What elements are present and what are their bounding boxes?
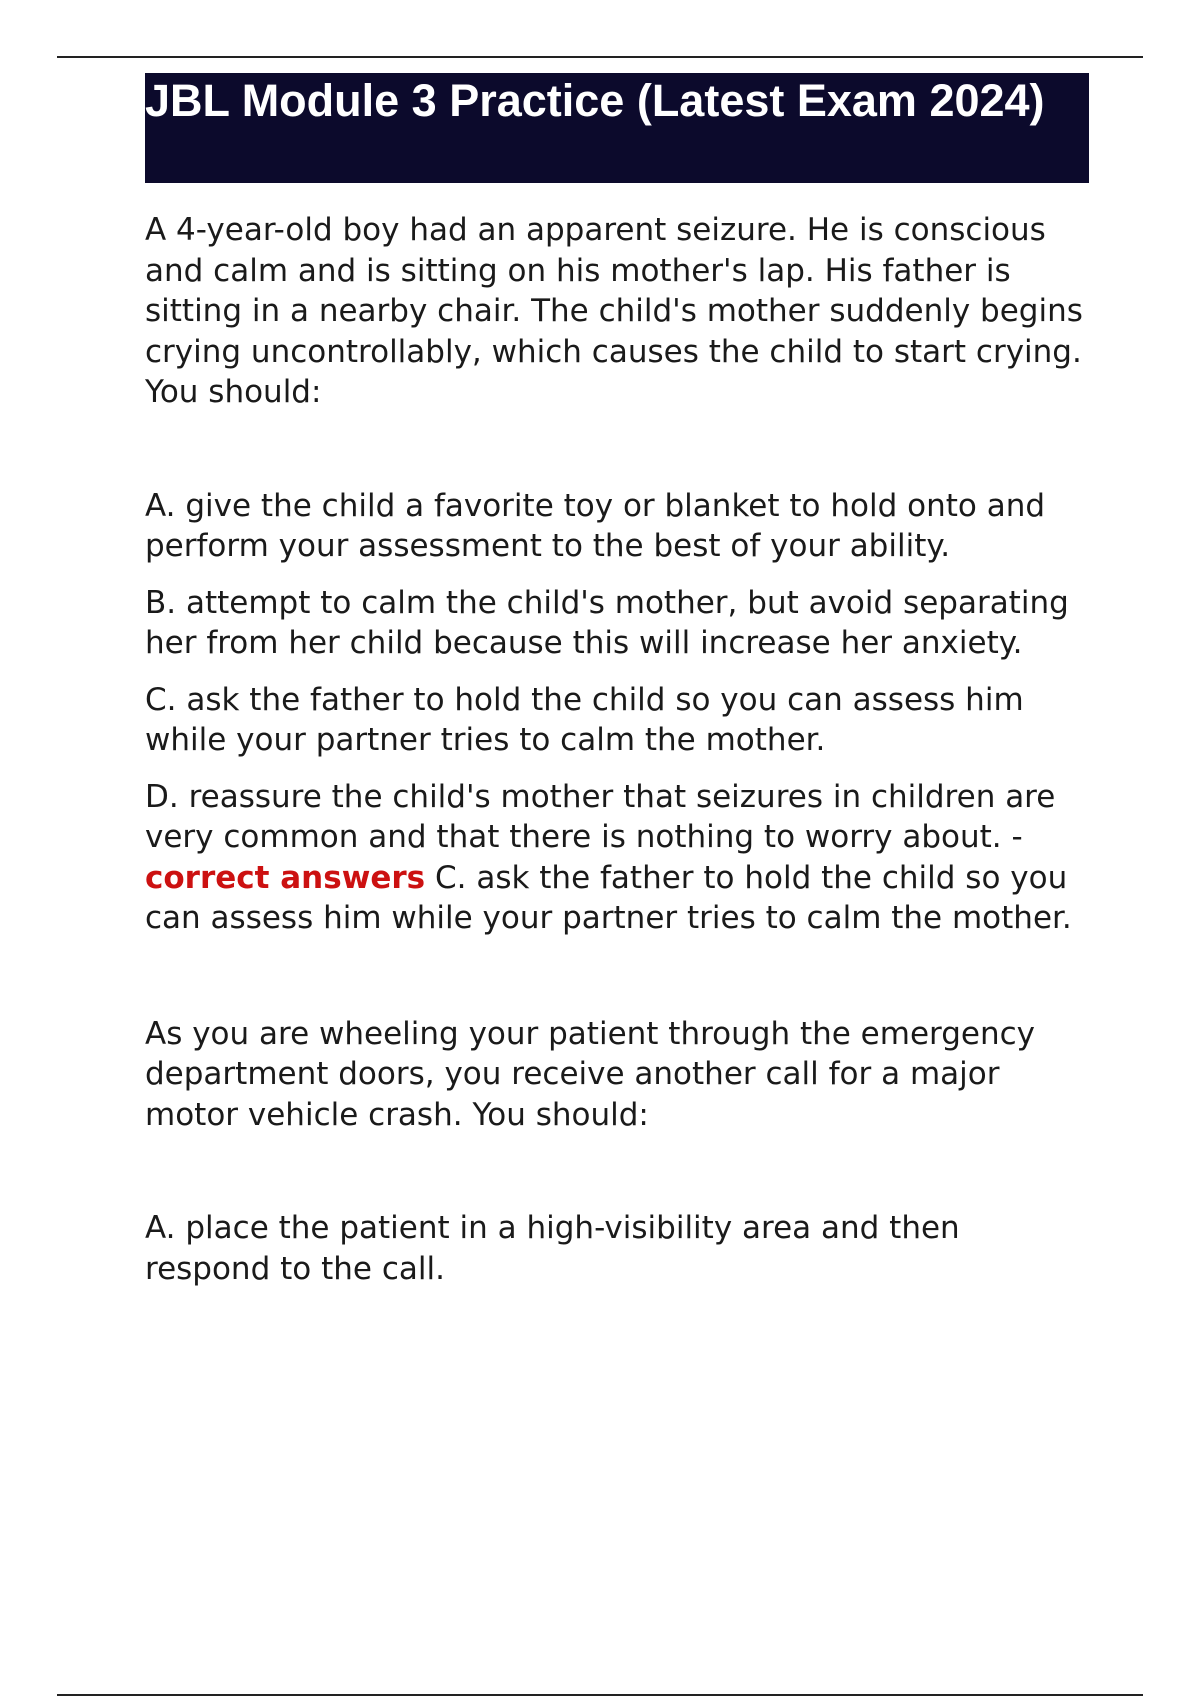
document-page: [145, 73, 1089, 1289]
question-2-option-a: A. place the patient in a high-visibility area and then respond to the call.: [145, 1210, 960, 1287]
correct-answer-text: C. ask the father to hold the child so you can assess him while your partner tries to calm the mother.: [145, 859, 1078, 936]
question-1-option-b: B. attempt to calm the child's mother, but avoid separating her from her child because this will increase her anxiety.: [145, 584, 1069, 661]
top-rule: [57, 56, 1143, 58]
question-1-option-d: D. reassure the child's mother that seizures in children are very common and that there is nothing to worry about. -: [145, 778, 1056, 855]
question-1-prompt: A 4-year-old boy had an apparent seizure. He is conscious and calm and is sitting on his mother's lap. His father is sitting in a nearby chair. The child's mother suddenly begins crying uncontrollably, which causes the child to start crying. You should:: [145, 212, 1083, 410]
question-1-option-c: C. ask the father to hold the child so you can assess him while your partner tries to calm the mother.: [145, 681, 1024, 758]
question-1-option-a: A. give the child a favorite toy or blanket to hold onto and perform your assessment to the best of your ability.: [145, 487, 1046, 564]
bottom-rule: [57, 1694, 1143, 1696]
question-2-prompt: As you are wheeling your patient through the emergency department doors, you receive another call for a major motor vehicle crash. You should:: [145, 1015, 1036, 1133]
correct-answer-label: correct answers: [145, 859, 426, 896]
document-title: JBL Module 3 Practice (Latest Exam 2024): [145, 73, 1089, 183]
question-1-option-d-with-answer: [145, 777, 1089, 939]
